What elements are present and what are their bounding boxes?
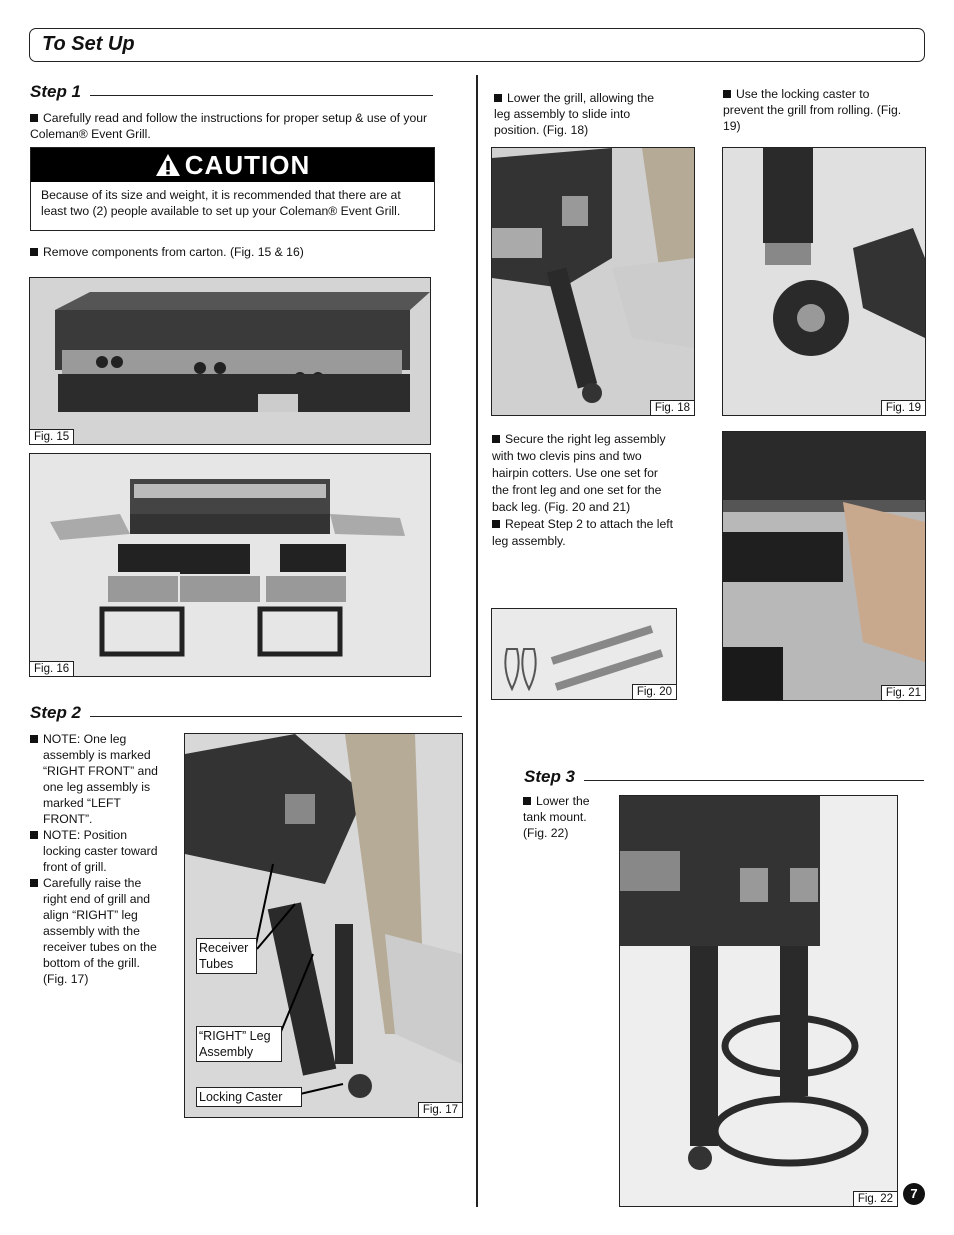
step1-heading: Step 1 [30,82,82,101]
step2-note3 [30,875,166,987]
step1-rule [90,95,433,96]
fig20-photo [491,608,677,700]
grill-components-illustration [30,454,430,676]
fig21-photo [722,431,926,701]
bullet-square-icon [30,114,38,122]
bullet-square-icon [30,879,38,887]
step2-note2 [30,827,166,875]
bullet-square-icon [523,797,531,805]
bullet-square-icon [492,520,500,528]
step3-item-text: Lower the tank mount. (Fig. 22) [523,794,590,840]
step2-rule [90,716,462,717]
callout-locking-caster: Locking Caster [196,1087,302,1107]
locking-caster-text: Use the locking caster to prevent the grill from rolling. (Fig. 19) [723,87,902,133]
bullet-square-icon [30,735,38,743]
step1-item-remove-text: Remove components from carton. (Fig. 15 & 16) [43,245,304,259]
tank-mount-illustration [620,796,897,1206]
repeat-step-text: Repeat Step 2 to attach the left leg assembly. [492,517,674,548]
step1-item-remove [30,244,430,260]
bullet-square-icon [723,90,731,98]
bullet-square-icon [494,94,502,102]
locking-caster-illustration [723,148,925,415]
page-number: 7 [903,1183,925,1205]
fig17-label: Fig. 17 [418,1102,462,1117]
fig19-label: Fig. 19 [881,400,925,415]
fig16-label: Fig. 16 [30,661,74,676]
caution-box [30,147,435,231]
page-title: To Set Up [42,33,135,55]
lower-grill-text: Lower the grill, allowing the leg assembly to slide into position. (Fig. 18) [494,91,655,137]
bullet-square-icon [30,248,38,256]
secure-leg-item [492,431,678,516]
fig15-label: Fig. 15 [30,429,74,444]
step3-rule [584,780,924,781]
fig22-label: Fig. 22 [853,1191,897,1206]
bullet-square-icon [492,435,500,443]
step1-item-read [30,110,430,142]
step2-note2-text: NOTE: Position locking caster toward front of grill. [43,828,158,874]
step2-heading: Step 2 [30,703,82,722]
fig16-photo [29,453,431,677]
fig18-photo [491,147,695,416]
callout-right-leg-assembly: “RIGHT” Leg Assembly [196,1026,282,1062]
caution-title: CAUTION [184,149,311,180]
callout-receiver-tubes: Receiver Tubes [196,938,257,974]
fig22-photo [619,795,898,1207]
step2-note1-text: NOTE: One leg assembly is marked “RIGHT FRONT” and one leg assembly is marked “LEFT FRONT”. [43,732,158,826]
column-divider [476,75,478,1207]
step3-item [523,793,608,841]
fig18-label: Fig. 18 [650,400,694,415]
caution-header [31,148,434,182]
secure-leg-text: Secure the right leg assembly with two clevis pins and two hairpin cotters. Use one set for the front leg and one set for the back leg. (Fig. 20 and 21) [492,432,666,514]
step1-item-read-text: Carefully read and follow the instructions for proper setup & use of your Coleman® Event Grill. [30,111,428,141]
step2-notes [30,731,166,987]
bullet-square-icon [30,831,38,839]
secure-leg-items [492,431,678,550]
warning-triangle-icon [155,153,181,177]
fig15-photo [29,277,431,445]
fig17-photo [184,733,463,1118]
step2-note1 [30,731,166,827]
fig20-label: Fig. 20 [632,684,676,699]
hairpin-cotter-illustration [723,432,925,700]
lowering-grill-illustration [492,148,694,415]
locking-caster-item [723,86,903,134]
repeat-step-item [492,516,678,550]
fig19-photo [722,147,926,416]
lower-grill-item [494,90,672,138]
fig21-label: Fig. 21 [881,685,925,700]
step3-heading: Step 3 [524,767,576,786]
step2-note3-text: Carefully raise the right end of grill and align “RIGHT” leg assembly with the receiver tubes on the bottom of the grill. (Fig. 17) [43,876,157,986]
caution-text: Because of its size and weight, it is recommended that there are at least two (2) people available to set up your Coleman® Event Grill. [41,188,401,218]
grill-carton-illustration [30,278,430,444]
page-title-bar [29,28,925,62]
